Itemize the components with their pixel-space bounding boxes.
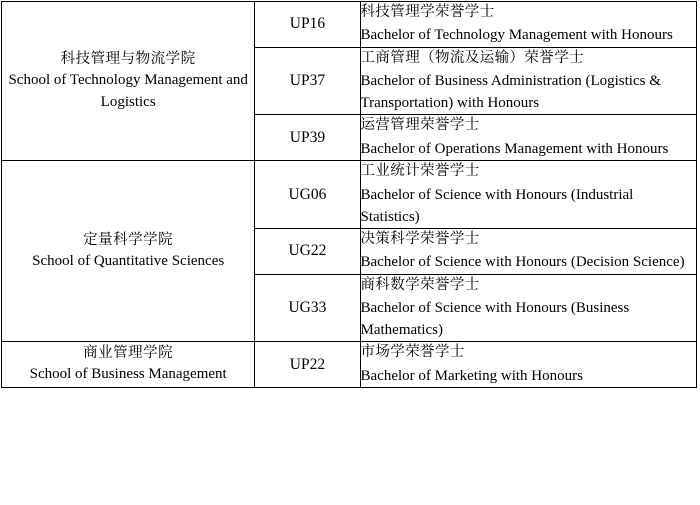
programme-code: UG06	[255, 161, 360, 229]
programme-name-cn: 工业统计荣誉学士	[360, 163, 480, 180]
programme-name-en: Bachelor of Marketing with Honours	[360, 367, 583, 384]
programme-name-en: Bachelor of Business Administration (Logistics & Transportation) with Honours	[360, 73, 661, 112]
programme-cell	[360, 47, 697, 115]
programme-code: UP37	[255, 47, 360, 115]
programme-cell	[360, 228, 697, 274]
programme-name-en: Bachelor of Science with Honours (Industrial Statistics)	[360, 186, 634, 225]
programme-name-en: Bachelor of Science with Honours (Decision Science)	[360, 254, 685, 271]
school-cell	[2, 2, 255, 161]
table-row	[2, 161, 697, 229]
school-name-cn: 商业管理学院	[83, 345, 174, 362]
programme-code: UP39	[255, 115, 360, 161]
programme-name-cn: 决策科学荣誉学士	[360, 230, 480, 247]
programme-name-en: Bachelor of Operations Management with Honours	[360, 140, 669, 157]
programme-cell	[360, 161, 697, 229]
school-name-en: School of Business Management	[29, 366, 227, 383]
table-row	[2, 342, 697, 388]
programme-name-cn: 运营管理荣誉学士	[360, 117, 480, 134]
programme-name-cn: 商科数学荣誉学士	[360, 276, 480, 293]
programme-code: UP16	[255, 2, 360, 48]
programme-table	[1, 1, 697, 388]
programme-cell	[360, 274, 697, 342]
table-row	[2, 2, 697, 48]
programme-name-cn: 工商管理（物流及运输）荣誉学士	[360, 49, 584, 66]
programme-code: UP22	[255, 342, 360, 388]
programme-code: UG33	[255, 274, 360, 342]
programme-name-en: Bachelor of Technology Management with Honours	[360, 27, 673, 44]
programme-cell	[360, 342, 697, 388]
programme-name-en: Bachelor of Science with Honours (Business Mathematics)	[360, 300, 630, 339]
table-body	[2, 2, 697, 388]
programme-name-cn: 市场学荣誉学士	[360, 344, 465, 361]
school-name-en: School of Quantitative Sciences	[32, 252, 225, 269]
programme-name-cn: 科技管理学荣誉学士	[360, 4, 495, 20]
school-name-cn: 科技管理与物流学院	[60, 50, 196, 67]
programme-cell	[360, 2, 697, 48]
programme-code: UG22	[255, 228, 360, 274]
school-name-en: School of Technology Management and Logistics	[8, 71, 248, 110]
school-cell	[2, 342, 255, 388]
document-page	[0, 1, 700, 505]
programme-cell	[360, 115, 697, 161]
school-cell	[2, 161, 255, 342]
school-name-cn: 定量科学学院	[83, 231, 174, 248]
